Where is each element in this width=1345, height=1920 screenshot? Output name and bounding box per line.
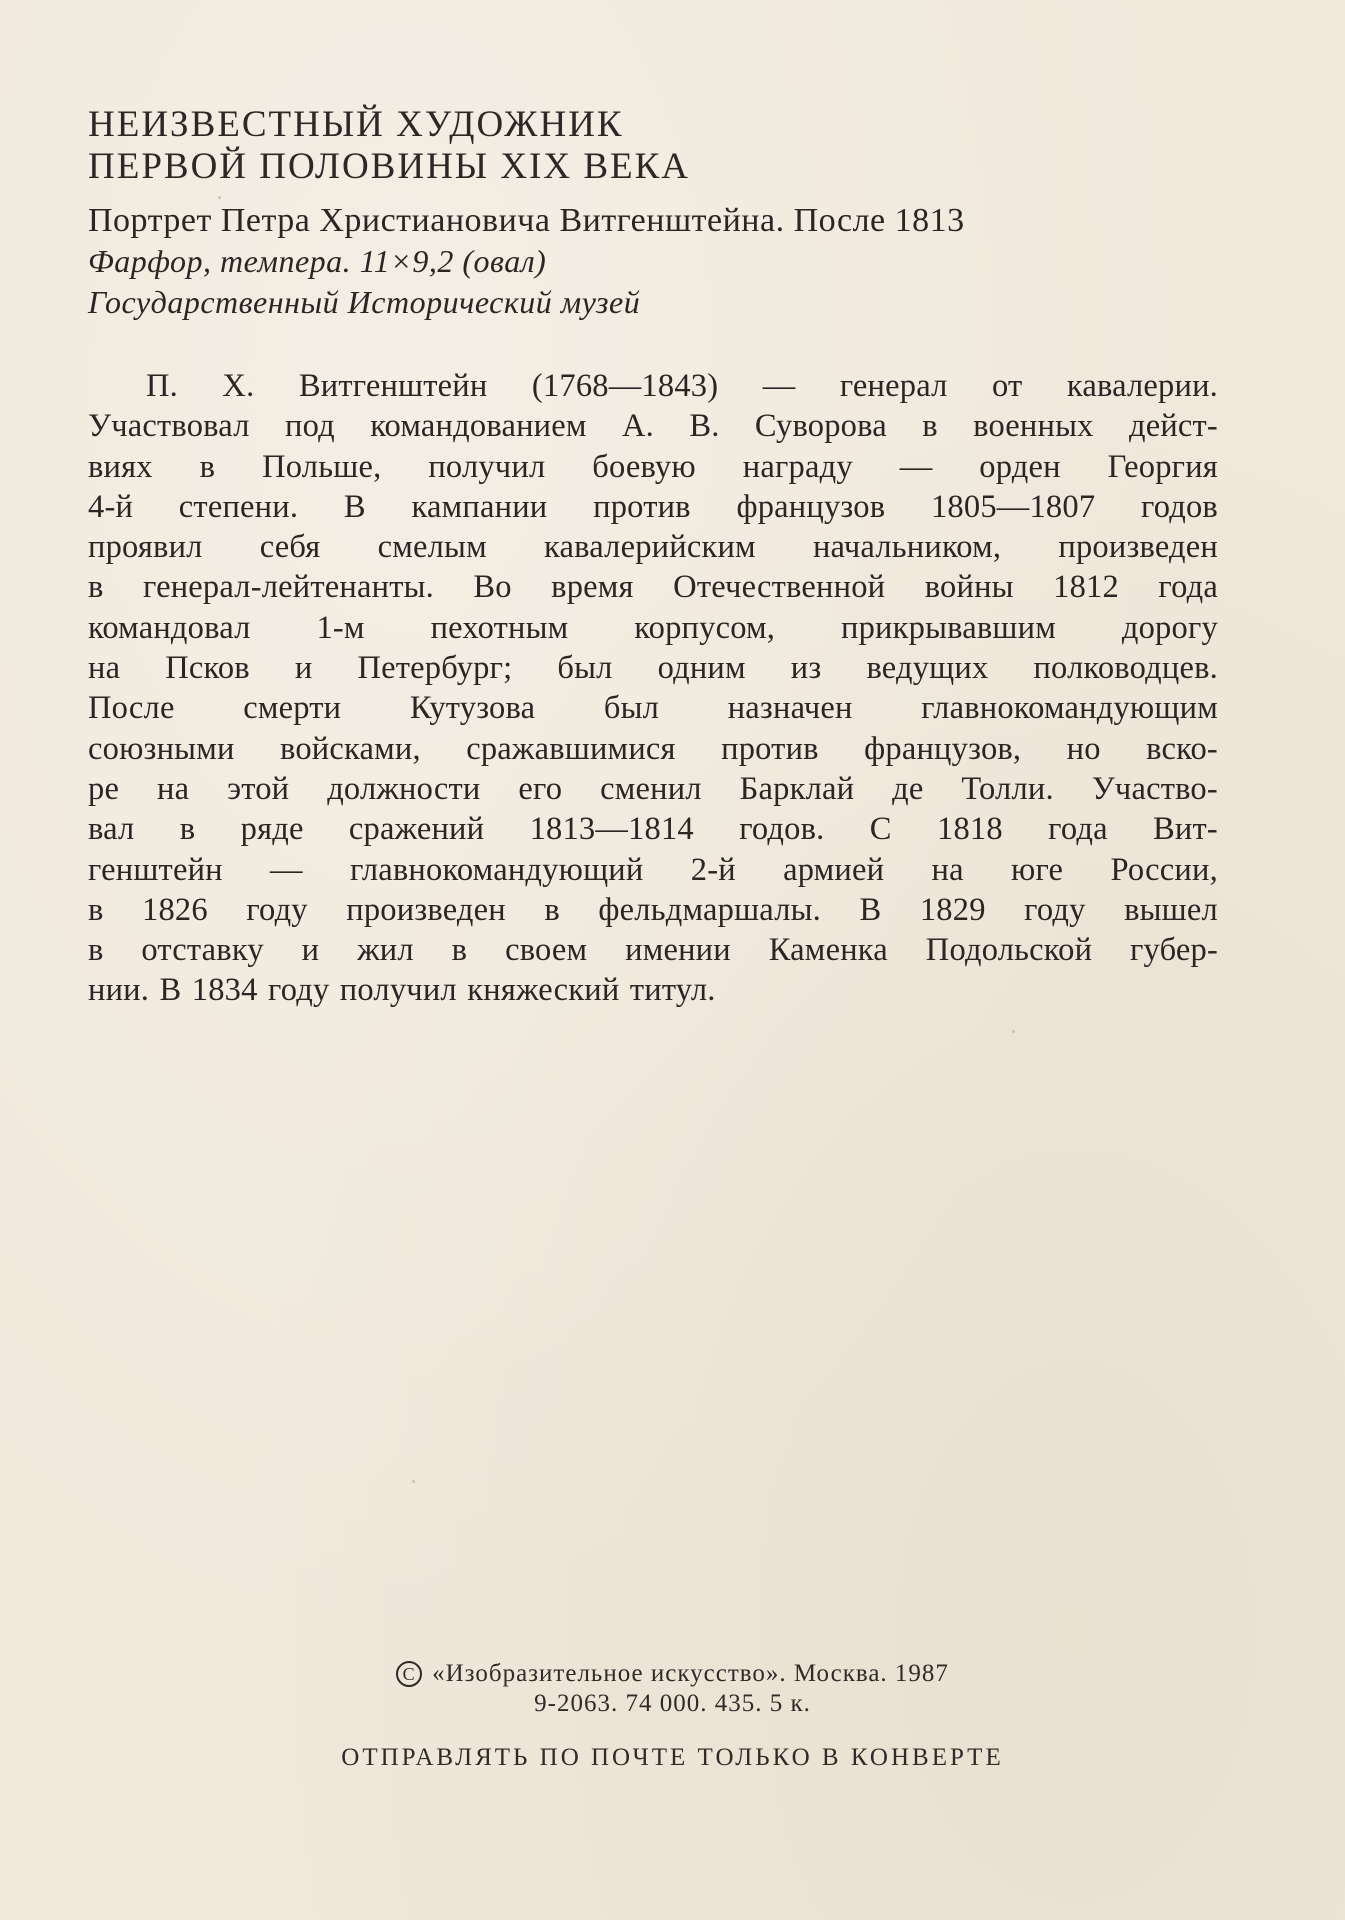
biography-word: начальником,	[812, 529, 1002, 566]
biography-word: этой	[227, 770, 290, 807]
biography-line	[88, 648, 1218, 688]
biography-word: сражавшимися	[466, 730, 676, 767]
biography-word: главнокомандующий	[349, 851, 644, 888]
biography-line	[88, 447, 1218, 487]
paper-speck	[218, 196, 221, 199]
biography-word: году	[1024, 891, 1086, 928]
biography-word: главнокомандующим	[921, 690, 1218, 727]
biography-word: юге	[1010, 851, 1064, 888]
biography-word: был	[557, 650, 613, 687]
biography-word: должности	[327, 770, 481, 807]
biography-word: против	[721, 730, 819, 767]
biography-word: (1768—1843)	[531, 368, 719, 404]
biography-word: смерти	[243, 690, 342, 727]
biography-word: генштейн	[88, 851, 223, 888]
biography-word: смелым	[377, 529, 487, 566]
biography-word: кампании	[411, 488, 548, 525]
biography-word: 2-й	[690, 851, 736, 888]
biography-word: Кутузова	[409, 690, 536, 727]
biography-line	[88, 567, 1218, 607]
biography-word: Участвовал	[88, 408, 250, 445]
biography-word: Участво-	[1091, 770, 1218, 807]
biography-line	[88, 890, 1218, 930]
biography-word: Толли.	[961, 770, 1054, 807]
biography-word: 1829	[919, 891, 986, 928]
biography-word: командованием	[370, 408, 587, 445]
biography-word: В	[159, 972, 182, 1009]
biography-word: вал	[88, 811, 135, 848]
biography-word: княжеский	[467, 972, 620, 1009]
biography-word: В.	[689, 408, 720, 445]
biography-word: его	[518, 770, 563, 807]
artwork-museum: Государственный Исторический музей	[88, 284, 641, 320]
biography-word: проявил	[88, 529, 203, 566]
biography-word: титул.	[629, 972, 716, 1009]
biography-word: После	[88, 690, 175, 727]
biography-word: кавалерийским	[544, 529, 756, 566]
biography-word: время	[551, 569, 634, 606]
biography-word: С	[869, 811, 892, 848]
biography-word: французов,	[864, 730, 1022, 767]
biography-word: —	[270, 851, 303, 888]
biography-word: войсками,	[280, 730, 421, 767]
biography-line	[88, 688, 1218, 728]
biography-word: награду	[742, 448, 853, 485]
biography-word: на	[88, 650, 121, 687]
print-code: 9-2063. 74 000. 435. 5 к.	[534, 1690, 811, 1717]
biography-line	[88, 850, 1218, 890]
biography-word: —	[762, 368, 796, 404]
biography-word: России,	[1110, 851, 1218, 888]
biography-word: 1826	[142, 891, 208, 928]
mail-instruction: ОТПРАВЛЯТЬ ПО ПОЧТЕ ТОЛЬКО В КОНВЕРТЕ	[341, 1744, 1004, 1771]
biography-word: сменил	[600, 770, 702, 807]
biography-word: но	[1066, 730, 1101, 767]
biography-word: Х.	[222, 368, 255, 404]
biography-word: де	[892, 770, 924, 807]
biography-line	[88, 970, 1218, 1010]
biography-word: В	[859, 891, 882, 928]
biography-word: орден	[979, 448, 1061, 485]
biography-text	[88, 366, 1218, 1011]
biography-word: армией	[783, 851, 885, 888]
biography-word: Отечественной	[673, 569, 886, 606]
biography-word: —	[899, 448, 933, 485]
biography-word: Суворова	[754, 408, 887, 445]
biography-word: генерал	[839, 368, 948, 404]
biography-word: и	[294, 650, 313, 687]
biography-word: дорогу	[1121, 609, 1218, 646]
biography-word: 1818	[937, 811, 1003, 848]
biography-word: под	[285, 408, 335, 445]
biography-word: имении	[625, 932, 731, 969]
biography-word: года	[1158, 569, 1218, 606]
biography-word: Во	[473, 569, 512, 606]
biography-word: Петербург;	[357, 650, 513, 687]
biography-word: был	[603, 690, 660, 727]
biography-line	[88, 809, 1218, 849]
biography-line	[88, 406, 1218, 446]
biography-word: получил	[428, 448, 546, 485]
biography-word: назначен	[727, 690, 853, 727]
biography-word: Подольской	[925, 932, 1093, 969]
biography-word: боевую	[592, 448, 696, 485]
biography-word: Георгия	[1107, 448, 1218, 485]
biography-word: Польше,	[262, 448, 382, 485]
biography-line	[88, 527, 1218, 567]
biography-word: войны	[924, 569, 1014, 606]
biography-word: в	[88, 891, 104, 928]
biography-word: прикрывавшим	[841, 609, 1056, 646]
copyright-line	[0, 1660, 1345, 1688]
biography-word: А.	[622, 408, 654, 445]
biography-word: дейст-	[1128, 408, 1218, 445]
biography-word: из	[790, 650, 822, 687]
biography-word: полководцев.	[1033, 650, 1218, 687]
biography-word: военных	[973, 408, 1094, 445]
biography-word: ре	[88, 770, 120, 807]
biography-line	[88, 366, 1218, 406]
artist-name-line-2: ПЕРВОЙ ПОЛОВИНЫ XIX ВЕКА	[88, 146, 691, 187]
biography-word: в	[179, 811, 196, 848]
biography-word: в	[451, 932, 468, 969]
biography-word: Каменка	[768, 932, 888, 969]
biography-word: французов	[736, 488, 886, 525]
copyright-icon: C	[396, 1661, 422, 1687]
biography-word: году	[246, 891, 308, 928]
biography-word: одним	[657, 650, 746, 687]
biography-word: Вит-	[1153, 811, 1218, 848]
biography-word: 1805—1807	[930, 488, 1096, 525]
biography-word: виях	[88, 448, 153, 485]
biography-word: Псков	[165, 650, 250, 687]
biography-line	[88, 769, 1218, 809]
biography-word: ряде	[240, 811, 304, 848]
biography-word: 1834	[191, 972, 258, 1009]
biography-word: вско-	[1146, 730, 1218, 767]
biography-word: 1-м	[316, 609, 365, 646]
biography-line	[88, 930, 1218, 970]
paper-speck	[412, 1480, 415, 1483]
biography-word: командовал	[88, 609, 251, 646]
biography-line	[88, 487, 1218, 527]
biography-word: ведущих	[866, 650, 989, 687]
biography-word: 1813—1814	[529, 811, 694, 848]
biography-word: вышел	[1124, 891, 1218, 928]
biography-word: генерал-лейтенанты.	[142, 569, 434, 606]
biography-word: степени.	[178, 488, 299, 525]
biography-word: и	[301, 932, 320, 969]
biography-word: произведен	[346, 891, 506, 928]
artwork-header	[88, 104, 1188, 323]
biography-word: получил	[339, 972, 457, 1009]
biography-word: на	[931, 851, 964, 888]
biography-word: в	[199, 448, 216, 485]
biography-word: кавалерии.	[1066, 368, 1218, 404]
biography-word: союзными	[88, 730, 235, 767]
biography-word: в	[544, 891, 560, 928]
biography-word: Барклай	[739, 770, 855, 807]
biography-word: годов.	[739, 811, 825, 848]
biography-word: года	[1048, 811, 1108, 848]
biography-word: губер-	[1130, 932, 1218, 969]
biography-word: жил	[357, 932, 414, 969]
biography-word: произведен	[1058, 529, 1218, 566]
biography-word: году	[267, 972, 330, 1009]
biography-line	[88, 729, 1218, 769]
biography-word: В	[343, 488, 366, 525]
biography-word: себя	[259, 529, 321, 566]
biography-word: Витгенштейн	[298, 368, 488, 404]
biography-word: в	[88, 569, 104, 606]
biography-word: своем	[505, 932, 588, 969]
paper-speck	[1012, 1030, 1015, 1033]
biography-word: 4-й	[88, 488, 134, 525]
biography-word: от	[991, 368, 1023, 404]
biography-word: фельдмаршалы.	[598, 891, 821, 928]
biography-word: сражений	[348, 811, 485, 848]
artwork-medium: Фарфор, темпера. 11×9,2 (овал)	[88, 243, 547, 279]
biography-line	[88, 608, 1218, 648]
publisher-text: «Изобразительное искусство». Москва. 1987	[432, 1660, 949, 1687]
artwork-title: Портрет Петра Христиановича Витгенштейна. После 1813	[88, 202, 965, 239]
biography-word: корпусом,	[634, 609, 776, 646]
biography-word: нии.	[88, 972, 150, 1009]
biography-word: П.	[146, 368, 178, 404]
biography-word: в	[88, 932, 104, 969]
biography-word: 1812	[1053, 569, 1119, 606]
biography-word: пехотным	[430, 609, 569, 646]
biography-word: отставку	[141, 932, 264, 969]
artist-name-line-1: НЕИЗВЕСТНЫЙ ХУДОЖНИК	[88, 104, 624, 145]
biography-word: против	[593, 488, 691, 525]
publisher-info	[0, 1660, 1345, 1718]
biography-word: на	[156, 770, 190, 807]
biography-word: в	[922, 408, 938, 445]
biography-word: годов	[1141, 488, 1218, 525]
